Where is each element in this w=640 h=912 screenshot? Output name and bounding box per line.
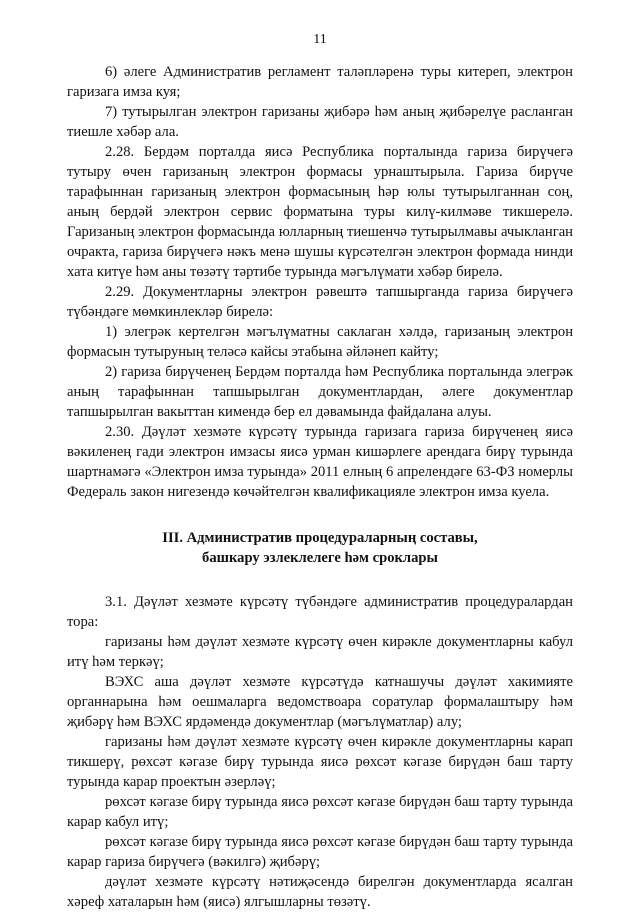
section-heading-line-1: III. Административ процедураларның составы,: [162, 530, 478, 546]
page-number: 11: [313, 32, 327, 47]
paragraph-2-29-item-2: 2) гариза бирүченең Бердәм порталда һәм Республика порталында элегрәк аның тарафыннан тапшырылган документлардан, әлеге документлар тапшырылган вакыттан кимендә бер ел дәвамында файдалана алуы.: [67, 364, 573, 420]
paragraph-item-7: 7) тутырылган электрон гаризаны җибәрә һәм аның җибәрелүе расланган тиешле хәбәр ала.: [67, 104, 573, 140]
procedure-item-4: рөхсәт кәгазе бирү турында яисә рөхсәт кәгазе бирүдән баш тарту турында карар кабул итү;: [67, 794, 573, 830]
paragraph-2-30: 2.30. Дәүләт хезмәте күрсәтү турында гаризага гариза бирүченең яисә вәкиленең гади электрон имзасы яисә урман кишәрлеге арендага бирү турында шартнамәгә «Электрон имза турында» 2011 елның 6 апрелендәге 63-ФЗ номерлы Федераль закон нигезендә көчәйтелгән квалификацияле электрон имза куела.: [67, 424, 573, 500]
document-body: [67, 62, 573, 912]
procedure-item-6: дәүләт хезмәте күрсәтү нәтиҗәсендә бирелгән документларда ясалган хәреф хаталарын һәм (яисә) ялгышларны төзәтү.: [67, 874, 573, 910]
procedure-item-5: рөхсәт кәгазе бирү турында яисә рөхсәт кәгазе бирүдән баш тарту турында карар гариза бирүчегә (вәкилгә) җибәрү;: [67, 834, 573, 870]
procedure-item-3: гаризаны һәм дәүләт хезмәте күрсәтү өчен кирәкле документларны карап тикшерү, рөхсәт кәгазе бирү турында яисә рөхсәт кәгазе бирүдән баш тарту турында карар проектын әзерләү;: [67, 734, 573, 790]
section-heading-line-2: башкару эзлеклелеге һәм сроклары: [202, 550, 438, 566]
paragraph-2-28: 2.28. Бердәм порталда яисә Республика порталында гариза бирүчегә тутыру өчен гаризаның электрон формасы урнаштырыла. Гариза бирүче тарафыннан гаризаның электрон формасының һәр юлы тутырылганнан соң, аның бердәй электрон сервис форматына туры килү-килмәве тикшерелә. Гаризаның электрон формасында юлларның тиешенчә тутырылмавы ачыкланган очракта, гариза бирүчегә нәкъ менә шушы күрсәтелгән электрон формада нинди хата китүе һәм аны төзәтү тәртибе турында мәгълүмати хәбәр бирелә.: [67, 144, 573, 280]
procedure-item-1: гаризаны һәм дәүләт хезмәте күрсәтү өчен кирәкле документларны кабул итү һәм теркәү;: [67, 634, 573, 670]
paragraph-2-29: 2.29. Документларны электрон рәвештә тапшырганда гариза бирүчегә түбәндәге мөмкинлекләр бирелә:: [67, 284, 573, 320]
section-heading: [67, 528, 573, 568]
paragraph-item-6: 6) әлеге Административ регламент таләпләренә туры китереп, электрон гаризага имза куя;: [67, 64, 573, 100]
paragraph-3-1: 3.1. Дәүләт хезмәте күрсәтү түбәндәге административ процедуралардан тора:: [67, 594, 573, 630]
paragraph-2-29-item-1: 1) элегрәк кертелгән мәгълүматны саклаган хәлдә, гаризаның электрон формасын тутыруның теләсә кайсы этабына әйләнеп кайту;: [67, 324, 573, 360]
procedure-item-2: ВЭХС аша дәүләт хезмәте күрсәтүдә катнашучы дәүләт хакимияте органнарына һәм оешмаларга ведомствоара соратулар формалаштыру һәм җибәрү һәм ВЭХС ярдәмендә документлар (мәгълүматлар) алу;: [67, 674, 573, 730]
